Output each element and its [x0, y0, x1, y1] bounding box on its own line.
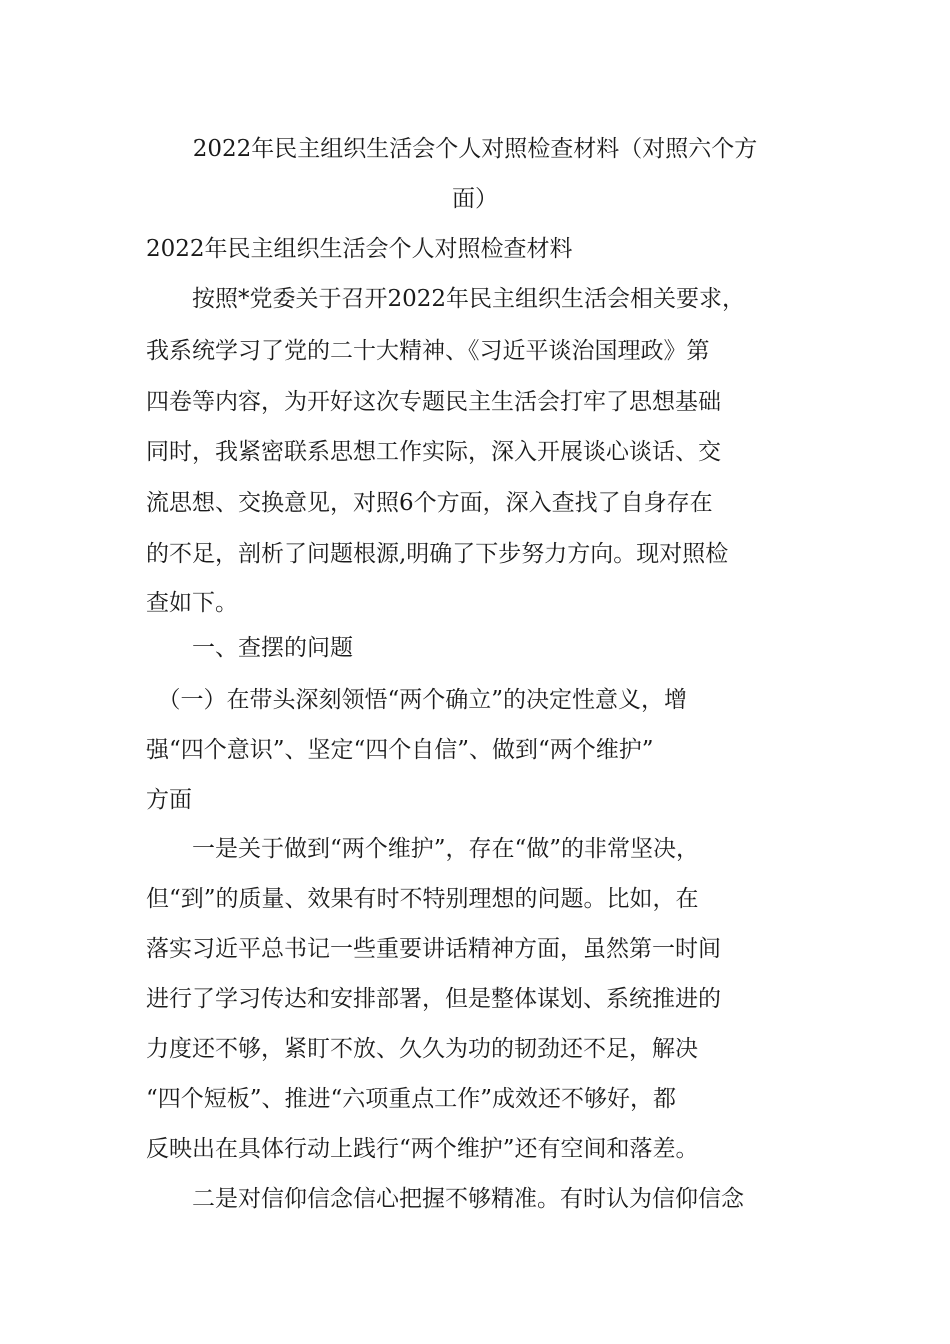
body-line: 但“到”的质量、效果有时不特别理想的问题。比如，在: [146, 886, 699, 912]
body-line: 落实习近平总书记一些重要讲话精神方面，虽然第一时间: [146, 936, 721, 962]
document-title-line-1: 2022年民主组织生活会个人对照检查材料（对照六个方: [192, 136, 758, 162]
body-line: “四个短板”、推进“六项重点工作”成效还不够好，都: [146, 1086, 677, 1112]
section-heading: 一、查摆的问题: [146, 635, 353, 661]
body-line: 查如下。: [146, 590, 238, 616]
body-line: 我系统学习了党的二十大精神、《习近平谈治国理政》第: [146, 338, 710, 364]
body-line: 反映出在具体行动上践行“两个维护”还有空间和落差。: [146, 1136, 699, 1162]
body-line: 的不足，剖析了问题根源,明确了下步努力方向。现对照检: [146, 541, 729, 567]
document-title-line-2: 面）: [452, 186, 498, 212]
body-line: 二是对信仰信念信心把握不够精准。有时认为信仰信念: [146, 1186, 744, 1212]
subsection-heading-line: （一）在带头深刻领悟“两个确立”的决定性意义，增: [146, 687, 688, 713]
body-line: 流思想、交换意见，对照6个方面，深入查找了自身存在: [146, 490, 713, 516]
body-line: 按照*党委关于召开2022年民主组织生活会相关要求，: [146, 286, 746, 312]
body-line: 进行了学习传达和安排部署，但是整体谋划、系统推进的: [146, 986, 721, 1012]
body-line: 四卷等内容，为开好这次专题民主生活会打牢了思想基础: [146, 389, 721, 415]
subsection-heading-line: 方面: [146, 787, 192, 813]
body-line: 同时，我紧密联系思想工作实际，深入开展谈心谈话、交: [146, 439, 721, 465]
body-line: 力度还不够，紧盯不放、久久为功的韧劲还不足，解决: [146, 1036, 698, 1062]
subtitle-line: 2022年民主组织生活会个人对照检查材料: [146, 236, 573, 262]
subsection-heading-line: 强“四个意识”、坚定“四个自信”、做到“两个维护”: [146, 737, 654, 763]
body-line: 一是关于做到“两个维护”，存在“做”的非常坚决，: [146, 836, 700, 862]
